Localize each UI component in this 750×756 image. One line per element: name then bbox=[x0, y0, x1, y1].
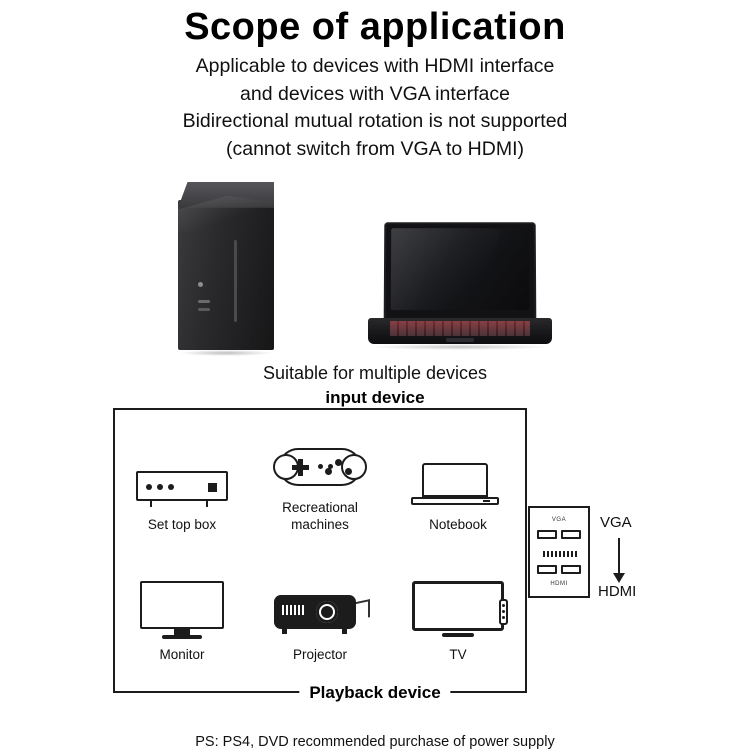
monitor-stand bbox=[174, 628, 190, 635]
gamepad-button-3 bbox=[325, 468, 332, 475]
adapter-port-3 bbox=[537, 565, 557, 574]
tv-icon bbox=[402, 581, 514, 641]
adapter-top-tag: VGA bbox=[551, 516, 567, 523]
playback-device-label-0: Monitor bbox=[159, 646, 205, 662]
tv-stand bbox=[442, 633, 474, 637]
input-device-label-0: Set top box bbox=[147, 516, 217, 532]
input-device-set-top-box bbox=[117, 451, 247, 534]
description-block bbox=[0, 53, 750, 164]
playback-device-row bbox=[113, 581, 527, 664]
laptop-screen bbox=[391, 228, 529, 310]
set-top-box-foot-right bbox=[206, 501, 216, 507]
playback-device-label: Playback device bbox=[299, 683, 450, 703]
adapter-port-1 bbox=[537, 530, 557, 539]
set-top-box-shape bbox=[136, 471, 228, 501]
gamepad-shape bbox=[280, 448, 360, 486]
connection-diagram bbox=[0, 387, 750, 702]
input-device-label-1-line1: Recreational bbox=[282, 499, 358, 515]
projector-foot-right bbox=[342, 628, 347, 634]
projector-vent bbox=[282, 605, 304, 615]
playback-device-projector bbox=[255, 581, 385, 664]
description-line-3: Bidirectional mutual rotation is not supported bbox=[182, 110, 568, 133]
projector-lens bbox=[316, 601, 338, 623]
adapter-bottom-tag: HDMI bbox=[550, 580, 568, 587]
adapter-port-2 bbox=[561, 530, 581, 539]
gamepad-start-button bbox=[328, 464, 333, 469]
projector-icon bbox=[264, 581, 376, 641]
playback-device-tv bbox=[393, 581, 523, 664]
notebook-base bbox=[411, 497, 499, 505]
laptop-lid bbox=[384, 222, 537, 320]
playback-device-monitor bbox=[117, 581, 247, 664]
laptop-touchpad bbox=[446, 338, 474, 342]
footnote: PS: PS4, DVD recommended purchase of power supply bbox=[195, 734, 555, 750]
tower-button bbox=[198, 300, 210, 303]
gamepad-select-button bbox=[318, 464, 323, 469]
tower-shadow bbox=[180, 350, 272, 356]
device-photos bbox=[0, 174, 750, 359]
playback-device-label-2: TV bbox=[449, 646, 467, 662]
tower-drive-slot bbox=[234, 240, 237, 322]
adapter-connector-strip bbox=[543, 551, 577, 557]
playback-device-label-1: Projector bbox=[292, 646, 348, 662]
adapter-port-4 bbox=[561, 565, 581, 574]
page-root bbox=[0, 6, 750, 756]
set-top-box-display bbox=[208, 483, 217, 492]
devices-caption: Suitable for multiple devices bbox=[262, 362, 488, 383]
description-line-1: Applicable to devices with HDMI interface bbox=[195, 55, 555, 77]
gaming-laptop bbox=[368, 222, 552, 350]
signal-source-label: VGA bbox=[600, 513, 632, 531]
page-title: Scope of application bbox=[184, 6, 566, 48]
desktop-pc-tower bbox=[178, 182, 274, 350]
input-device-label-2: Notebook bbox=[429, 516, 487, 532]
monitor-icon bbox=[126, 581, 238, 641]
gamepad-icon bbox=[264, 434, 376, 494]
input-device-recreational-machines bbox=[255, 434, 385, 534]
gamepad-button-1 bbox=[335, 459, 342, 466]
projector-beam bbox=[352, 599, 370, 621]
description-line-4: (cannot switch from VGA to HDMI) bbox=[226, 138, 524, 161]
monitor-screen bbox=[140, 581, 224, 629]
projector-foot-left bbox=[282, 628, 287, 634]
input-device-row bbox=[113, 434, 527, 534]
notebook-icon bbox=[402, 451, 514, 511]
input-device-label-1-line2: machines bbox=[291, 516, 349, 532]
set-top-box-leds bbox=[146, 484, 174, 490]
signal-target-label: HDMI bbox=[598, 582, 637, 600]
tower-button-secondary bbox=[198, 308, 210, 311]
monitor-foot bbox=[162, 635, 202, 639]
tv-screen bbox=[412, 581, 504, 631]
keyboard-backlight bbox=[390, 321, 530, 336]
gamepad-button-2 bbox=[345, 468, 352, 475]
set-top-box-foot-left bbox=[150, 501, 160, 507]
arrow-down-icon bbox=[618, 538, 620, 574]
input-device-notebook bbox=[393, 451, 523, 534]
input-device-label: input device bbox=[315, 388, 434, 408]
set-top-box-icon bbox=[126, 451, 238, 511]
description-line-2: and devices with VGA interface bbox=[240, 82, 510, 105]
laptop-shadow bbox=[372, 344, 548, 350]
remote-control-icon bbox=[499, 599, 508, 625]
vga-to-hdmi-adapter bbox=[528, 506, 590, 598]
power-led-icon bbox=[198, 282, 203, 287]
gamepad-dpad-horizontal bbox=[292, 465, 309, 470]
notebook-lid bbox=[422, 463, 488, 497]
